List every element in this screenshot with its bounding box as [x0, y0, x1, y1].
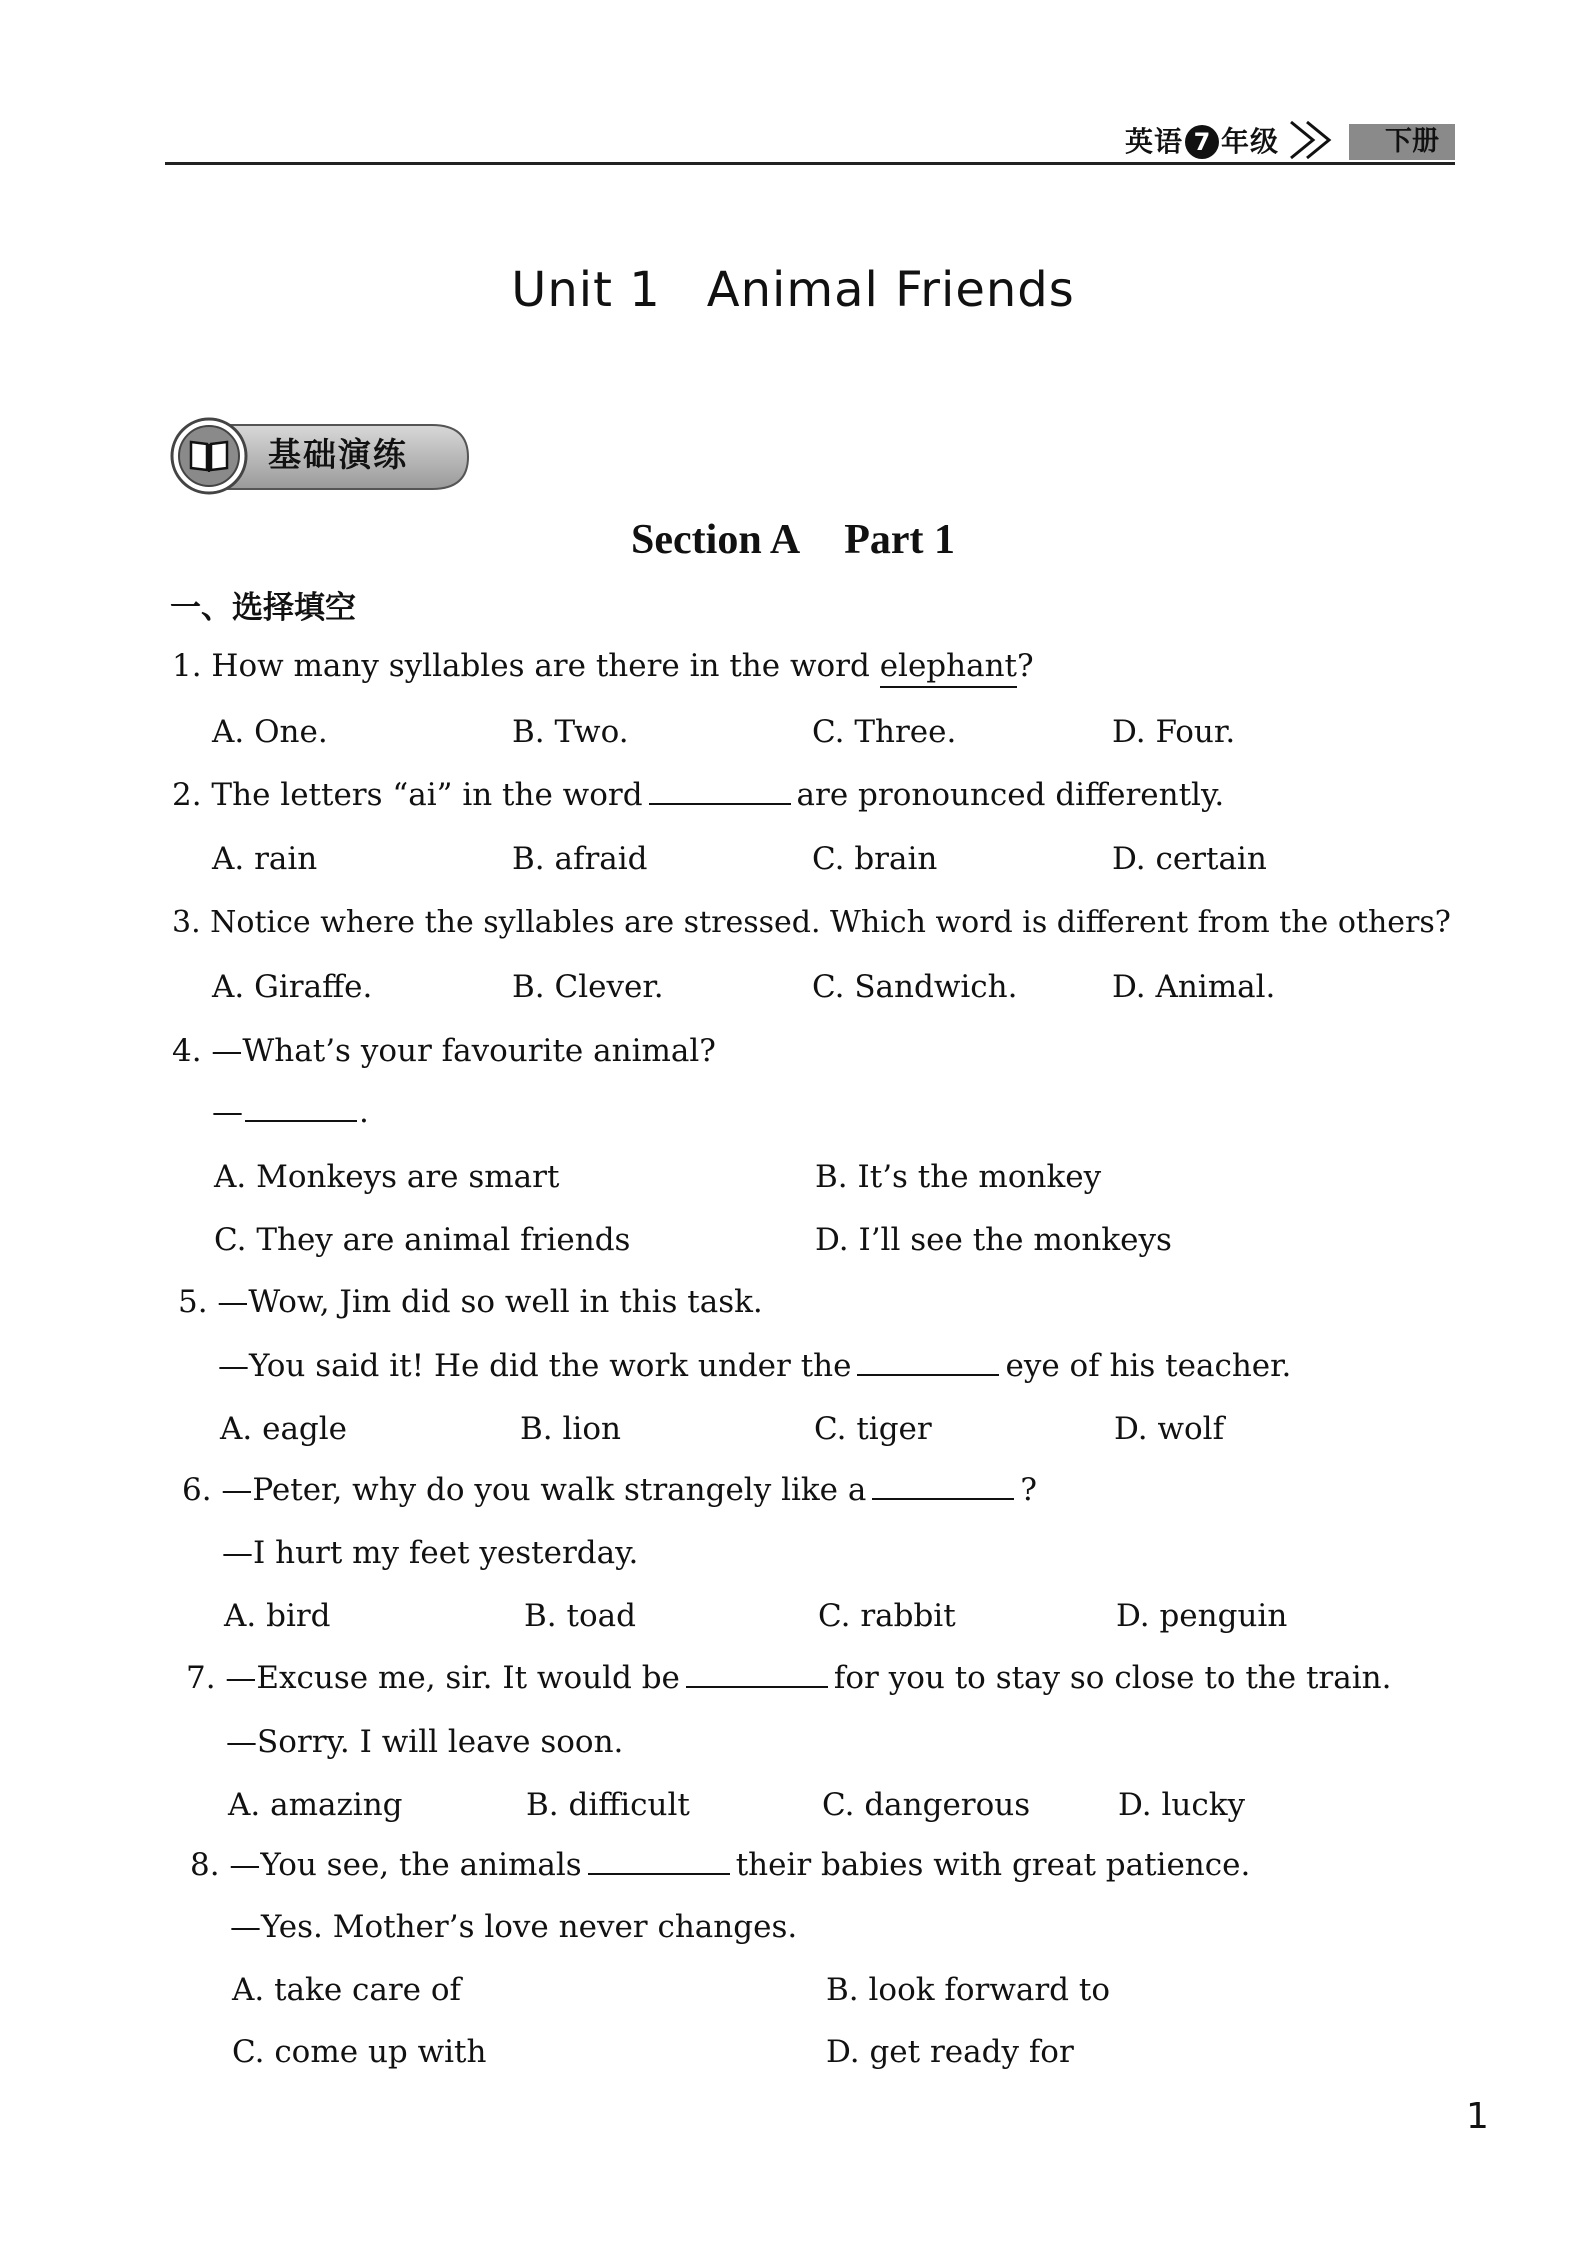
- unit-number: Unit 1: [511, 262, 661, 318]
- double-chevron-icon: [1287, 118, 1349, 162]
- section-name: Section A: [631, 517, 801, 563]
- question-2-option-b[interactable]: B. afraid: [512, 841, 648, 877]
- question-6-text: 6. —Peter, why do you walk strangely like a: [182, 1472, 867, 1508]
- question-1-option-a[interactable]: A. One.: [212, 714, 328, 750]
- question-6-blank[interactable]: [872, 1470, 1014, 1500]
- question-7-text: 7. —Excuse me, sir. It would be: [186, 1660, 680, 1696]
- question-3-option-c[interactable]: C. Sandwich.: [812, 969, 1018, 1005]
- subject-label: 英语: [1124, 125, 1183, 158]
- question-6-reply: —I hurt my feet yesterday.: [222, 1535, 639, 1571]
- section-part: Part 1: [844, 517, 955, 563]
- question-1-stem: [172, 646, 1034, 686]
- question-5-option-c[interactable]: C. tiger: [814, 1411, 932, 1447]
- question-2-option-a[interactable]: A. rain: [212, 841, 318, 877]
- question-2-end: are pronounced differently.: [796, 777, 1225, 813]
- question-8-option-c[interactable]: C. come up with: [232, 2034, 487, 2070]
- question-8-reply: —Yes. Mother’s love never changes.: [230, 1909, 798, 1945]
- grade-badge: 7: [1185, 125, 1219, 159]
- question-2-stem: [172, 775, 1224, 815]
- question-3-option-b[interactable]: B. Clever.: [512, 969, 664, 1005]
- question-7-option-a[interactable]: A. amazing: [228, 1787, 403, 1823]
- book-label: [1125, 118, 1455, 162]
- question-2-text: 2. The letters “ai” in the word: [172, 777, 643, 813]
- question-4-stem: 4. —What’s your favourite animal?: [172, 1033, 716, 1069]
- question-4-blank[interactable]: [245, 1092, 357, 1122]
- question-5-option-a[interactable]: A. eagle: [220, 1411, 348, 1447]
- question-6-option-d[interactable]: D. penguin: [1116, 1598, 1288, 1634]
- question-5-reply: [218, 1346, 1291, 1386]
- question-8-option-b[interactable]: B. look forward to: [826, 1972, 1110, 2008]
- question-6-option-a[interactable]: A. bird: [224, 1598, 331, 1634]
- question-5-option-d[interactable]: D. wolf: [1114, 1411, 1225, 1447]
- question-4-option-d[interactable]: D. I’ll see the monkeys: [815, 1222, 1172, 1258]
- grade-suffix: 年级: [1220, 125, 1279, 158]
- question-8-option-a[interactable]: A. take care of: [232, 1972, 462, 2008]
- question-7-option-d[interactable]: D. lucky: [1118, 1787, 1245, 1823]
- question-1-option-c[interactable]: C. Three.: [812, 714, 957, 750]
- book-icon: [187, 436, 231, 476]
- question-5-blank[interactable]: [857, 1346, 999, 1376]
- question-8-blank[interactable]: [588, 1845, 730, 1875]
- badge-label: 基础演练: [268, 435, 408, 474]
- question-1-option-d[interactable]: D. Four.: [1112, 714, 1236, 750]
- section-title: [0, 516, 1586, 564]
- question-5-stem: 5. —Wow, Jim did so well in this task.: [178, 1284, 763, 1320]
- question-4-dash: —: [212, 1094, 243, 1130]
- question-2-blank[interactable]: [649, 775, 791, 805]
- header-rule: [165, 162, 1455, 165]
- page-header: [165, 118, 1465, 168]
- question-4-option-b[interactable]: B. It’s the monkey: [815, 1159, 1102, 1195]
- question-3-stem: 3. Notice where the syllables are stressed. Which word is different from the others?: [172, 905, 1451, 940]
- question-1-end: ?: [1017, 648, 1034, 684]
- question-4-reply: [212, 1092, 369, 1132]
- question-3-option-a[interactable]: A. Giraffe.: [212, 969, 373, 1005]
- page-number: 1: [1466, 2096, 1489, 2137]
- question-6-stem: [182, 1470, 1037, 1510]
- unit-name: Animal Friends: [706, 262, 1075, 318]
- question-5-reply-text: —You said it! He did the work under the: [218, 1348, 852, 1384]
- question-1-text: 1. How many syllables are there in the word: [172, 648, 880, 684]
- question-1-keyword: elephant: [880, 648, 1017, 688]
- exercise-heading: 一、选择填空: [170, 590, 356, 626]
- question-7-option-c[interactable]: C. dangerous: [822, 1787, 1031, 1823]
- question-7-blank[interactable]: [686, 1658, 828, 1688]
- question-2-option-c[interactable]: C. brain: [812, 841, 938, 877]
- question-7-option-b[interactable]: B. difficult: [526, 1787, 690, 1823]
- question-6-option-c[interactable]: C. rabbit: [818, 1598, 956, 1634]
- question-5-option-b[interactable]: B. lion: [520, 1411, 621, 1447]
- question-7-reply: —Sorry. I will leave soon.: [226, 1724, 624, 1760]
- section-badge: [170, 417, 470, 495]
- question-8-text: 8. —You see, the animals: [190, 1847, 582, 1883]
- question-6-option-b[interactable]: B. toad: [524, 1598, 636, 1634]
- question-4-period: .: [359, 1094, 369, 1130]
- question-4-option-c[interactable]: C. They are animal friends: [214, 1222, 631, 1258]
- question-3-option-d[interactable]: D. Animal.: [1112, 969, 1276, 1005]
- volume-label: 下册: [1349, 124, 1455, 160]
- question-4-option-a[interactable]: A. Monkeys are smart: [214, 1159, 560, 1195]
- question-8-option-d[interactable]: D. get ready for: [826, 2034, 1074, 2070]
- unit-title: [0, 262, 1586, 318]
- question-7-stem: [186, 1658, 1391, 1698]
- question-7-end: for you to stay so close to the train.: [833, 1660, 1392, 1696]
- question-8-stem: [190, 1845, 1250, 1885]
- question-8-end: their babies with great patience.: [735, 1847, 1251, 1883]
- question-2-option-d[interactable]: D. certain: [1112, 841, 1267, 877]
- question-6-end: ?: [1020, 1472, 1037, 1508]
- question-5-reply-end: eye of his teacher.: [1005, 1348, 1292, 1384]
- question-1-option-b[interactable]: B. Two.: [512, 714, 629, 750]
